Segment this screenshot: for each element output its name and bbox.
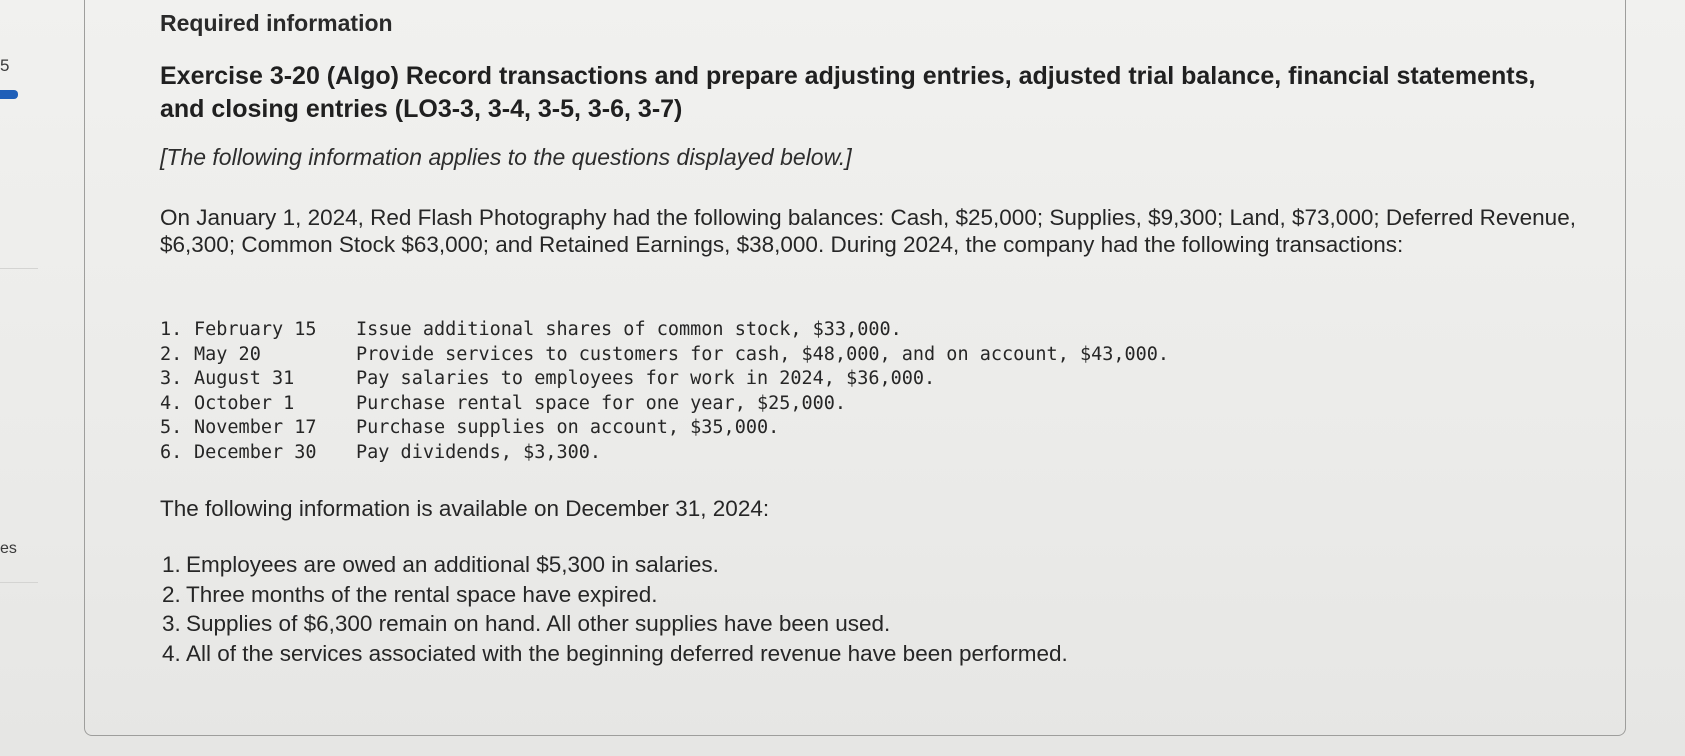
transaction-row [160, 441, 1169, 466]
transaction-date: February 15 [194, 319, 317, 340]
sidebar-item-label[interactable]: es [0, 540, 17, 557]
transaction-date: May 20 [194, 343, 261, 365]
transaction-date: October 1 [194, 392, 295, 414]
adjustment-number: 3. [162, 611, 181, 636]
transaction-date: December 30 [194, 441, 317, 463]
transaction-number: 4. [160, 392, 183, 414]
adjustment-text: All of the services associated with the beginning deferred revenue have been performed. [186, 640, 1068, 666]
adjustment-number: 2. [162, 581, 181, 607]
exercise-title: Exercise 3-20 (Algo) Record transactions and prepare adjusting entries, adjusted trial balance, financial statements, and closing entries (LO3-3, 3-4, 3-5, 3-6, 3-7) [160, 62, 1536, 123]
transactions-list [160, 318, 1169, 465]
transaction-description: Purchase rental space for one year, $25,000. [356, 392, 847, 414]
transaction-row [160, 367, 1169, 392]
adjustment-text: Employees are owed an additional $5,300 in salaries. [186, 552, 719, 577]
transaction-description: Provide services to customers for cash, $48,000, and on account, $43,000. [356, 343, 1170, 365]
adjustment-item [160, 550, 1068, 580]
sidebar-divider [0, 582, 38, 583]
transaction-description: Purchase supplies on account, $35,000. [356, 417, 780, 438]
adjustment-number: 4. [162, 640, 181, 666]
balances-paragraph: On January 1, 2024, Red Flash Photography had the following balances: Cash, $25,000; Supplies, $9,300; Land, $73,000; Deferred Revenue, $6,300; Common Stock $63,000; and Retained Earnings, $38,000. During 2024, the company had the following transactions: [160, 205, 1576, 257]
adjustment-number: 1. [162, 552, 181, 577]
transaction-date: August 31 [194, 368, 295, 389]
transaction-number: 1. [160, 319, 183, 340]
sidebar-divider [0, 268, 38, 269]
sidebar-progress-indicator [0, 90, 18, 99]
transaction-description: Issue additional shares of common stock, $33,000. [356, 319, 902, 340]
adjustment-item [160, 609, 1068, 639]
year-end-info-heading: The following information is available on December 31, 2024: [160, 496, 770, 521]
adjustments-list [160, 550, 1068, 668]
transaction-row [160, 343, 1169, 368]
transaction-date: November 17 [194, 417, 317, 438]
transaction-description: Pay salaries to employees for work in 2024, $36,000. [356, 368, 936, 389]
transaction-row [160, 318, 1169, 343]
adjustment-text: Supplies of $6,300 remain on hand. All other supplies have been used. [186, 611, 891, 636]
transaction-number: 5. [160, 417, 183, 438]
section-label: Required information [160, 10, 393, 36]
transaction-row [160, 416, 1169, 441]
sidebar-question-number[interactable]: 5 [0, 56, 10, 75]
transaction-row [160, 392, 1169, 417]
transaction-number: 3. [160, 368, 183, 389]
adjustment-item [160, 639, 1068, 669]
adjustment-item [160, 580, 1068, 610]
transaction-number: 6. [160, 441, 183, 463]
transaction-description: Pay dividends, $3,300. [356, 441, 602, 463]
intro-note: [The following information applies to the questions displayed below.] [160, 144, 852, 170]
transaction-number: 2. [160, 343, 183, 365]
adjustment-text: Three months of the rental space have expired. [186, 581, 658, 607]
left-sidebar [0, 0, 40, 756]
